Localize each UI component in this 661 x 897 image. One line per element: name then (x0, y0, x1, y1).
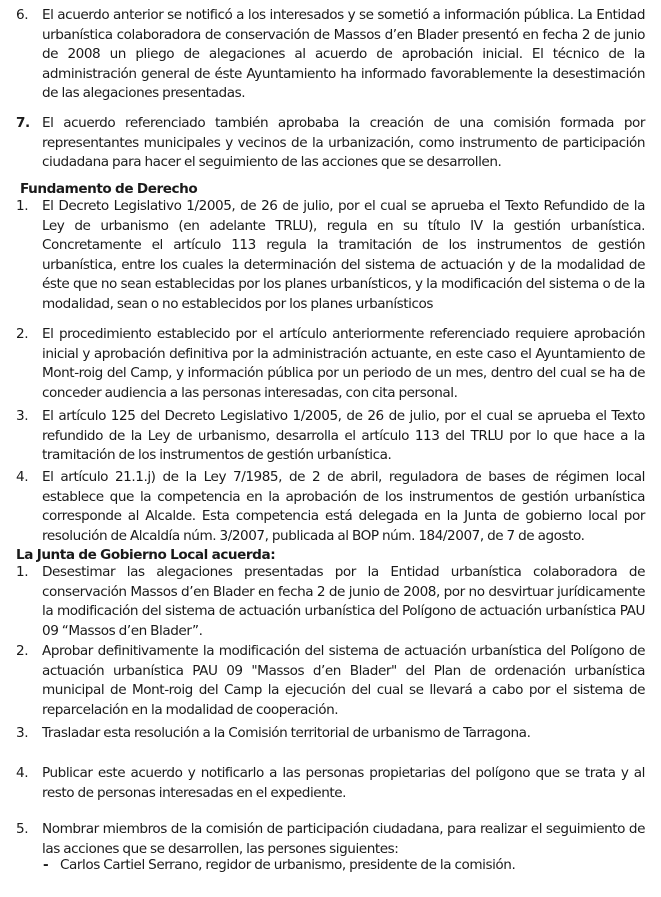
member-text: Carlos Cartiel Serrano, regidor de urbanismo, presidente de la comisión. (60, 857, 516, 873)
item-number: 7. (16, 115, 30, 131)
item-number: 6. (16, 7, 29, 23)
acuerdo-item-5 (16, 820, 645, 859)
dash-bullet-icon: - (43, 857, 49, 873)
antecedente-item-6 (16, 6, 645, 104)
item-number: 3. (16, 408, 29, 424)
item-number: 4. (16, 469, 29, 485)
item-number: 3. (16, 725, 29, 741)
item-text: El artículo 125 del Decreto Legislativo 1/2005, de 26 de julio, por el cual se aprueba el Texto refundido de la Ley de urbanismo, desarrolla el artículo 113 del TRLU por lo que hace a la tramitación de los instrumentos de gestión urbanística. (42, 408, 645, 464)
fundamento-item-4 (16, 468, 645, 546)
acuerdo-item-1 (16, 563, 645, 641)
item-number: 1. (16, 564, 29, 580)
section-heading-acuerdos: La Junta de Gobierno Local acuerda: (16, 547, 276, 563)
item-text: El procedimiento establecido por el artículo anteriormente referenciado requiere aprobación inicial y aprobación definitiva por la administración actuante, en este caso el Ayuntamiento de Mont-roig del Camp, y información pública por un periodo de un mes, dentro del cual se ha de conceder audiencia a las personas interesadas, con cita personal. (42, 326, 645, 401)
fundamento-item-1 (16, 197, 645, 315)
section-heading-fundamento: Fundamento de Derecho (20, 181, 198, 197)
acuerdo-item-3 (16, 724, 645, 744)
item-text: El acuerdo anterior se notificó a los interesados y se sometió a información pública. La Entidad urbanística colaboradora de conservación de Massos d’en Blader presentó en fecha 2 de junio de 2008 un pliego de alegaciones al acuerdo de aprobación inicial. El técnico de la administración general de éste Ayuntamiento ha informado favorablemente la desestimación de las alegaciones presentadas. (42, 7, 645, 102)
item-text: Desestimar las alegaciones presentadas por la Entidad urbanística colaboradora de conservación Massos d’en Blader en fecha 2 de junio de 2008, por no desvirtuar jurídicamente la modificación del sistema de actuación urbanística del Polígono de actuación urbanística PAU 09 “Massos d’en Blader”. (42, 564, 645, 639)
acuerdo-item-4 (16, 764, 645, 803)
item-number: 1. (16, 198, 29, 214)
item-text: Nombrar miembros de la comisión de participación ciudadana, para realizar el seguimiento de las acciones que se desarrollen, las persones siguientes: (42, 821, 645, 857)
commission-member-item (43, 856, 515, 875)
item-text: El Decreto Legislativo 1/2005, de 26 de julio, por el cual se aprueba el Texto Refundido de la Ley de urbanismo (en adelante TRLU), regula en su título IV la gestión urbanística. Concretamente el artículo 113 regula la tramitación de los instrumentos de gestión urbanística, entre los cuales la determinación del sistema de actuación y de la modalidad de éste que no sean establecidas por los planes urbanísticos, y la modificación del sistema o de la modalidad, sean o no establecidos por los planes urbanísticos (42, 198, 645, 312)
item-text: Trasladar esta resolución a la Comisión territorial de urbanismo de Tarragona. (42, 725, 531, 741)
item-number: 4. (16, 765, 29, 781)
item-text: Aprobar definitivamente la modificación del sistema de actuación urbanística del Polígono de actuación urbanística PAU 09 "Massos d’en Blader" del Plan de ordenación urbanística municipal de Mont-roig del Camp la ejecución del cual se llevará a cabo por el sistema de reparcelación en la modalidad de cooperación. (42, 643, 645, 718)
item-number: 2. (16, 326, 29, 342)
item-number: 2. (16, 643, 29, 659)
acuerdo-item-2 (16, 642, 645, 720)
item-text: El acuerdo referenciado también aprobaba la creación de una comisión formada por representantes municipales y vecinos de la urbanización, como instrumento de participación ciudadana para hacer el seguimiento de las acciones que se desarrollen. (42, 115, 645, 171)
fundamento-item-2 (16, 325, 645, 403)
fundamento-item-3 (16, 407, 645, 466)
antecedente-item-7 (16, 114, 645, 173)
item-text: El artículo 21.1.j) de la Ley 7/1985, de 2 de abril, reguladora de bases de régimen local establece que la competencia en la aprobación de los instrumentos de gestión urbanística corresponde al Alcalde. Esta competencia está delegada en la Junta de gobierno local por resolución de Alcaldía núm. 3/2007, publicada al BOP núm. 184/2007, de 7 de agosto. (42, 469, 645, 544)
item-number: 5. (16, 821, 29, 837)
item-text: Publicar este acuerdo y notificarlo a las personas propietarias del polígono que se trata y al resto de personas interesadas en el expediente. (42, 765, 645, 801)
